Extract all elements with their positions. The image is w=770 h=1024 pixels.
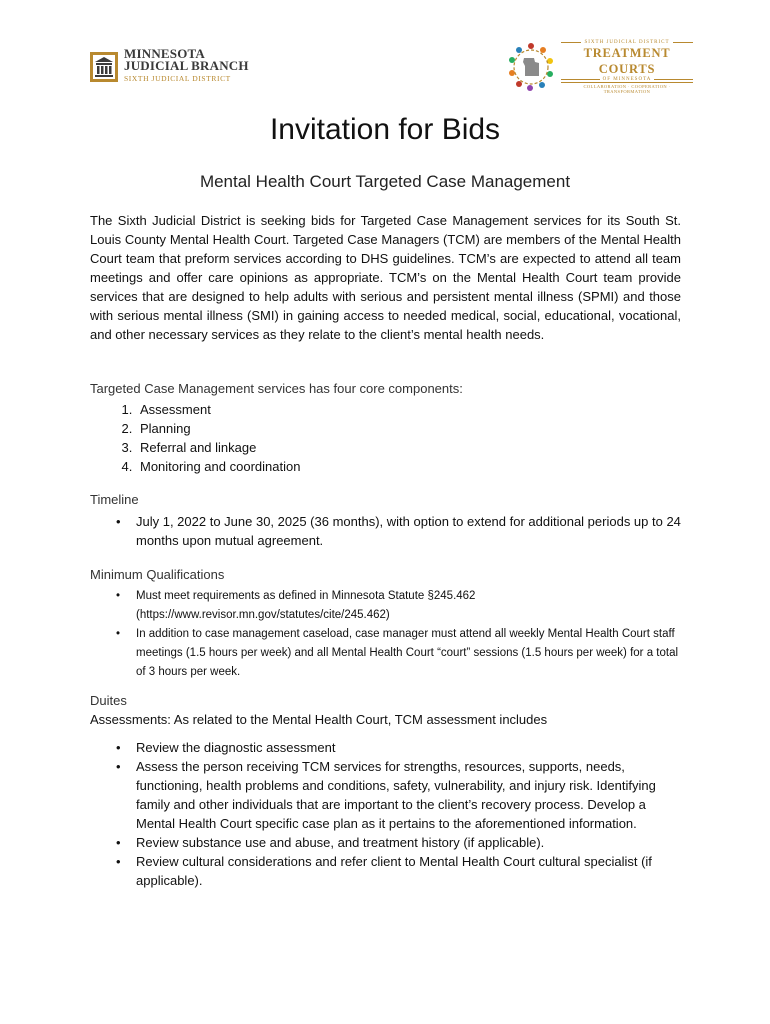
courthouse-seal-icon bbox=[90, 52, 118, 82]
qualifications-heading: Minimum Qualifications bbox=[90, 567, 225, 582]
logo-line-minnesota: MINNESOTA bbox=[124, 46, 206, 61]
list-item: • Review substance use and abuse, and treatment history (if applicable). bbox=[136, 833, 681, 852]
list-item: • Assess the person receiving TCM services for strengths, resources, supports, needs, functioning, health problems and conditions, safety, vulnerability, and injury risk. Identifying family and other individuals that are important to the client’s recovery process. Develop a Mental Health Court specific case plan as it pertains to the aforementioned information. bbox=[136, 757, 681, 833]
logo-district-label: SIXTH JUDICIAL DISTRICT bbox=[561, 40, 693, 45]
timeline-list bbox=[90, 512, 681, 550]
logo-line-judicial-branch: JUDICIAL BRANCH bbox=[124, 58, 249, 73]
intro-paragraph: The Sixth Judicial District is seeking bids for Targeted Case Management services for its South St. Louis County Mental Health Court. Targeted Case Managers (TCM) are members of the Mental Health Court team that preform services according to DHS guidelines. TCM’s are expected to attend all team meetings and offer care opinions as appropriate. TCM’s on the Mental Health Court team provide services that are designed to help adults with serious and persistent mental illness (SPMI) and those with serious mental illness (SMI) in gaining access to needed medical, social, educational, vocational, and other necessary services as they relate to the client’s mental health needs. bbox=[90, 213, 681, 342]
mn-judicial-branch-logo bbox=[90, 48, 249, 85]
logo-tagline: COLLABORATION · COOPERATION · TRANSFORMATION bbox=[561, 82, 693, 94]
components-heading: Targeted Case Management services has four core components: bbox=[90, 381, 463, 396]
logo-line-district: SIXTH JUDICIAL DISTRICT bbox=[124, 74, 231, 83]
qualifications-section bbox=[90, 565, 681, 682]
timeline-heading: Timeline bbox=[90, 492, 139, 507]
list-item: 4. Monitoring and coordination bbox=[136, 457, 681, 476]
people-circle-emblem-icon bbox=[505, 40, 557, 94]
list-item: 1. Assessment bbox=[136, 400, 681, 419]
list-item: • Review cultural considerations and refer client to Mental Health Court cultural specialist (if applicable). bbox=[136, 852, 681, 890]
duties-intro: Assessments: As related to the Mental Health Court, TCM assessment includes bbox=[90, 712, 548, 727]
treatment-courts-logo bbox=[505, 40, 693, 94]
list-item: • Review the diagnostic assessment bbox=[136, 738, 681, 757]
page-title: Invitation for Bids bbox=[269, 113, 501, 146]
logo-treatment-courts: TREATMENT COURTS bbox=[583, 46, 671, 76]
logo-state-label: OF MINNESOTA bbox=[561, 77, 693, 82]
list-item: • Must meet requirements as defined in Minnesota Statute §245.462 (https://www.revisor.mn.gov/statutes/cite/245.462) bbox=[136, 587, 681, 625]
list-item: • In addition to case management caseload, case manager must attend all weekly Mental Health Court staff meetings (1.5 hours per week) and all Mental Health Court “court” sessions (1.5 hours per week) for a total of 3 hours per week. bbox=[136, 625, 681, 682]
list-item: 3. Referral and linkage bbox=[136, 438, 681, 457]
components-section bbox=[90, 379, 681, 476]
components-list bbox=[90, 400, 681, 476]
qualifications-list bbox=[90, 587, 681, 682]
list-item: 2. Planning bbox=[136, 419, 681, 438]
timeline-section bbox=[90, 490, 681, 550]
duties-heading: Duites bbox=[90, 693, 127, 708]
duties-section bbox=[90, 691, 681, 890]
duties-list bbox=[90, 738, 681, 890]
page-subtitle: Mental Health Court Targeted Case Management bbox=[199, 172, 571, 191]
list-item: • July 1, 2022 to June 30, 2025 (36 months), with option to extend for additional periods up to 24 months upon mutual agreement. bbox=[136, 512, 681, 550]
